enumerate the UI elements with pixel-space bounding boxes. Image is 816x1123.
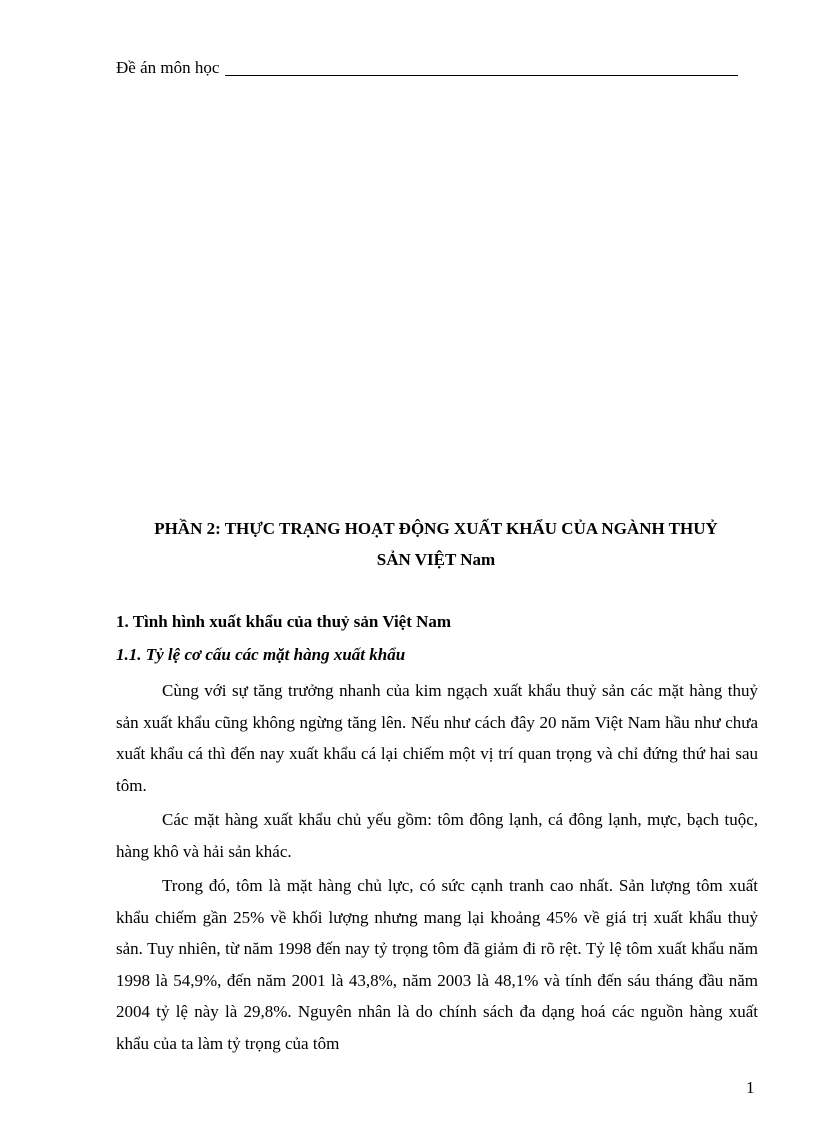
paragraph-1: Cùng với sự tăng trưởng nhanh của kim ngạch xuất khẩu thuỷ sản các mặt hàng thuỷ sản xuất khẩu cũng không ngừng tăng lên. Nếu như cách đây 20 năm Việt Nam hầu như chưa xuất khẩu cá thì đến nay xuất khẩu cá lại chiếm một vị trí quan trọng và chỉ đứng thứ hai sau tôm. [116, 681, 758, 795]
paragraph-2: Các mặt hàng xuất khẩu chủ yếu gồm: tôm đông lạnh, cá đông lạnh, mực, bạch tuộc, hàng khô và hải sản khác. [116, 810, 758, 861]
body-text [116, 675, 758, 1062]
heading-level-2: 1.1. Tỷ lệ cơ cấu các mặt hàng xuất khẩu [116, 645, 406, 664]
heading-level-1: 1. Tình hình xuất khẩu của thuỷ sản Việt Nam [116, 612, 452, 631]
paragraph-3: Trong đó, tôm là mặt hàng chủ lực, có sức cạnh tranh cao nhất. Sản lượng tôm xuất khẩu chiếm gần 25% về khối lượng nhưng mang lại khoảng 45% về giá trị xuất khẩu thuỷ sản. Tuy nhiên, từ năm 1998 đến nay tỷ trọng tôm đã giảm đi rõ rệt. Tỷ lệ tôm xuất khẩu năm 1998 là 54,9%, đến năm 2001 là 43,8%, năm 2003 là 48,1% và tính đến sáu tháng đầu năm 2004 tỷ lệ này là 29,8%. Nguyên nhân là do chính sách đa dạng hoá các nguồn hàng xuất khẩu của ta làm tỷ trọng của tôm [116, 876, 758, 1053]
section-title [116, 513, 756, 575]
header-label: Đề án môn học [116, 58, 220, 77]
section-title-line-2: SẢN VIỆT Nam [376, 550, 496, 569]
page-header [116, 58, 738, 78]
header-underline [225, 74, 738, 76]
page-number: 1 [746, 1078, 755, 1097]
section-title-line-1: PHẦN 2: THỰC TRẠNG HOẠT ĐỘNG XUẤT KHẨU CỦA NGÀNH THUỶ [154, 519, 718, 538]
